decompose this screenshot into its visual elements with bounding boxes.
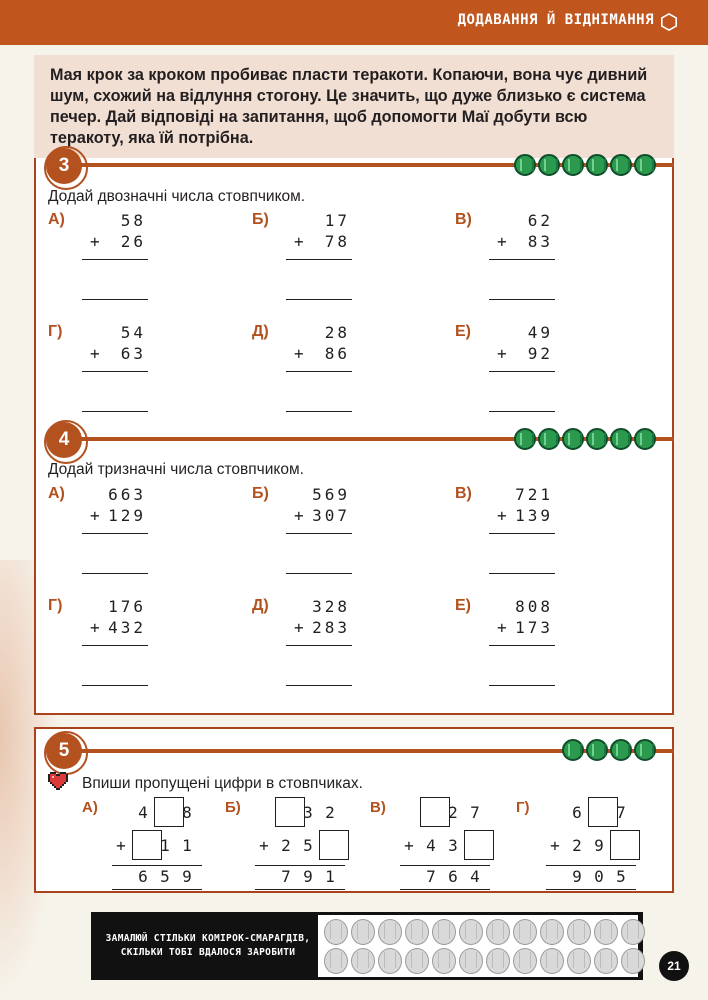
bottom-number <box>544 830 632 860</box>
tracker-line-2: СКІЛЬКИ ТОБІ ВДАЛОСЯ ЗАРОБИТИ <box>120 947 296 958</box>
emerald-cell[interactable] <box>540 948 564 974</box>
emerald-cell[interactable] <box>405 948 429 974</box>
emerald-icon <box>562 739 584 761</box>
addition-problem <box>48 323 188 423</box>
addend-bottom: 26 <box>120 232 146 251</box>
addend-bottom: 283 <box>312 618 350 637</box>
addend-bottom: 139 <box>515 506 553 525</box>
addition-problem <box>455 323 595 423</box>
digit: 4 <box>138 802 148 822</box>
digit: 6 <box>448 867 458 886</box>
digit: 1 <box>160 835 170 855</box>
emerald-icon <box>586 739 608 761</box>
emerald-cell[interactable] <box>324 919 348 945</box>
answer-line[interactable] <box>82 685 148 686</box>
page-header <box>0 0 708 45</box>
emerald-cell[interactable] <box>513 919 537 945</box>
sum-line <box>489 371 555 372</box>
page-number: 21 <box>659 951 689 981</box>
emerald-cells <box>318 915 638 977</box>
addition-problem <box>455 485 595 585</box>
section-5-badge: 5 <box>46 733 82 769</box>
plus-sign: + <box>497 344 510 363</box>
top-number <box>253 797 341 827</box>
sum-line <box>286 533 352 534</box>
emerald-cell[interactable] <box>378 948 402 974</box>
problem-label: В) <box>370 799 386 816</box>
sum-line <box>112 865 202 866</box>
addend-top: 569 <box>312 485 350 504</box>
sum-line <box>255 865 345 866</box>
addend-top: 28 <box>324 323 350 342</box>
plus-sign: + <box>294 618 307 637</box>
plus-sign: + <box>497 618 510 637</box>
sum-line <box>489 259 555 260</box>
section-4-badge: 4 <box>46 422 82 458</box>
plus-sign: + <box>294 506 307 525</box>
emerald-icon <box>610 428 632 450</box>
problem-label: Б) <box>225 799 241 816</box>
emerald-icon <box>538 428 560 450</box>
tracker-line-1: ЗАМАЛЮЙ СТІЛЬКИ КОМІРОК-СМАРАГДІВ, <box>105 933 311 944</box>
digit: 1 <box>325 867 335 886</box>
emerald-cell[interactable] <box>486 919 510 945</box>
sum-line <box>489 533 555 534</box>
plus-sign: + <box>90 232 103 251</box>
result-underline <box>112 889 202 890</box>
plus-sign: + <box>90 344 103 363</box>
emerald-cell[interactable] <box>567 948 591 974</box>
emerald-tracker-instruction <box>99 932 317 960</box>
emerald-cell[interactable] <box>324 948 348 974</box>
plus-sign: + <box>294 344 307 363</box>
emerald-icon <box>514 154 536 176</box>
digit: 0 <box>594 867 604 886</box>
missing-digit-problem <box>82 797 232 897</box>
addition-problem <box>252 323 392 423</box>
digit: 7 <box>281 867 291 886</box>
addend-top: 49 <box>527 323 553 342</box>
digit: 9 <box>303 867 313 886</box>
digit: 2 <box>572 835 582 855</box>
addend-top: 58 <box>120 211 146 230</box>
digit: 9 <box>572 867 582 886</box>
emerald-cell[interactable] <box>594 948 618 974</box>
addend-bottom: 86 <box>324 344 350 363</box>
digit: 4 <box>470 867 480 886</box>
plus-sign: + <box>90 506 103 525</box>
addition-problem <box>252 211 392 311</box>
plus-sign: + <box>116 835 126 855</box>
result-number <box>253 867 341 886</box>
section-3-gems <box>514 154 656 176</box>
addend-bottom: 129 <box>108 506 146 525</box>
emerald-icon <box>634 739 656 761</box>
addend-bottom: 63 <box>120 344 146 363</box>
digit: 6 <box>138 867 148 886</box>
plus-sign: + <box>497 506 510 525</box>
hexagon-icon <box>660 13 678 31</box>
plus-sign: + <box>90 618 103 637</box>
addend-bottom: 173 <box>515 618 553 637</box>
addend-bottom: 307 <box>312 506 350 525</box>
emerald-cell[interactable] <box>486 948 510 974</box>
answer-line[interactable] <box>489 573 555 574</box>
addend-top: 808 <box>515 597 553 616</box>
addend-top: 328 <box>312 597 350 616</box>
digit: 2 <box>325 802 335 822</box>
emerald-icon <box>634 154 656 176</box>
digit: 7 <box>616 802 626 822</box>
emerald-icon <box>562 154 584 176</box>
digit: 5 <box>616 867 626 886</box>
addend-bottom: 83 <box>527 232 553 251</box>
problem-label: Е) <box>455 597 471 614</box>
answer-line[interactable] <box>82 299 148 300</box>
addend-bottom: 78 <box>324 232 350 251</box>
problem-label: Г) <box>48 323 63 340</box>
bottom-number <box>398 830 486 860</box>
problem-label: Д) <box>252 323 269 340</box>
digit: 3 <box>303 802 313 822</box>
plus-sign: + <box>404 835 414 855</box>
section-3-badge: 3 <box>46 148 82 184</box>
problem-label: А) <box>48 485 65 502</box>
sum-line <box>82 645 148 646</box>
answer-line[interactable] <box>286 573 352 574</box>
bottom-number <box>253 830 341 860</box>
problem-label: Б) <box>252 485 269 502</box>
addend-top: 17 <box>324 211 350 230</box>
missing-digit-problem <box>370 797 520 897</box>
problem-label: В) <box>455 485 472 502</box>
problem-label: В) <box>455 211 472 228</box>
intro-box <box>34 55 674 158</box>
result-underline <box>546 889 636 890</box>
result-underline <box>400 889 490 890</box>
plus-sign: + <box>497 232 510 251</box>
emerald-cell[interactable] <box>351 948 375 974</box>
problem-label: А) <box>82 799 98 816</box>
digit-input-box[interactable] <box>610 830 640 860</box>
problem-label: Г) <box>48 597 63 614</box>
emerald-cell[interactable] <box>621 948 645 974</box>
plus-sign: + <box>294 232 307 251</box>
emerald-icon <box>586 428 608 450</box>
bottom-number <box>110 830 198 860</box>
sum-line <box>82 371 148 372</box>
answer-line[interactable] <box>82 573 148 574</box>
emerald-icon <box>634 428 656 450</box>
addition-problem <box>252 485 392 585</box>
emerald-cell[interactable] <box>459 948 483 974</box>
section-5-gems <box>562 739 656 761</box>
section-5-instruction: Впиши пропущені цифри в стовпчиках. <box>82 775 363 792</box>
answer-line[interactable] <box>286 411 352 412</box>
addition-problem <box>48 485 188 585</box>
section-4-gems <box>514 428 656 450</box>
emerald-cell[interactable] <box>594 919 618 945</box>
emerald-cell[interactable] <box>405 919 429 945</box>
answer-line[interactable] <box>489 411 555 412</box>
answer-line[interactable] <box>489 299 555 300</box>
digit: 6 <box>572 802 582 822</box>
addend-bottom: 432 <box>108 618 146 637</box>
emerald-tracker <box>91 912 643 980</box>
sum-line <box>400 865 490 866</box>
emerald-icon <box>610 739 632 761</box>
problem-label: А) <box>48 211 65 228</box>
addend-top: 176 <box>108 597 146 616</box>
digit: 5 <box>160 867 170 886</box>
digit: 9 <box>594 835 604 855</box>
emerald-cell[interactable] <box>459 919 483 945</box>
result-number <box>398 867 486 886</box>
emerald-icon <box>514 428 536 450</box>
emerald-cell[interactable] <box>432 948 456 974</box>
addition-problem <box>252 597 392 697</box>
sum-line <box>286 645 352 646</box>
plus-sign: + <box>259 835 269 855</box>
addition-problem <box>48 597 188 697</box>
result-number <box>110 867 198 886</box>
emerald-cell[interactable] <box>432 919 456 945</box>
section-3-instruction: Додай двозначні числа стовпчиком. <box>48 188 306 205</box>
digit: 3 <box>448 835 458 855</box>
missing-digit-problem <box>225 797 375 897</box>
sum-line <box>286 259 352 260</box>
digit: 2 <box>448 802 458 822</box>
emerald-icon <box>562 428 584 450</box>
addend-top: 721 <box>515 485 553 504</box>
emerald-cell[interactable] <box>351 919 375 945</box>
sum-line <box>82 259 148 260</box>
emerald-cell[interactable] <box>621 919 645 945</box>
digit: 4 <box>426 835 436 855</box>
digit: 9 <box>182 867 192 886</box>
answer-line[interactable] <box>82 411 148 412</box>
emerald-cell[interactable] <box>540 919 564 945</box>
missing-digit-problem <box>516 797 666 897</box>
section-4-instruction: Додай тризначні числа стовпчиком. <box>48 461 304 478</box>
sum-line <box>286 371 352 372</box>
sum-line <box>489 645 555 646</box>
answer-line[interactable] <box>286 299 352 300</box>
problem-label: Е) <box>455 323 471 340</box>
answer-line[interactable] <box>489 685 555 686</box>
addend-top: 54 <box>120 323 146 342</box>
emerald-cell[interactable] <box>378 919 402 945</box>
top-number <box>544 797 632 827</box>
digit: 7 <box>426 867 436 886</box>
addend-bottom: 92 <box>527 344 553 363</box>
digit-input-box[interactable] <box>464 830 494 860</box>
plus-sign: + <box>550 835 560 855</box>
emerald-icon <box>538 154 560 176</box>
result-underline <box>255 889 345 890</box>
result-number <box>544 867 632 886</box>
digit: 2 <box>281 835 291 855</box>
digit: 7 <box>470 802 480 822</box>
header-title: ДОДАВАННЯ Й ВІДНІМАННЯ <box>457 12 654 28</box>
top-number <box>110 797 198 827</box>
emerald-icon <box>586 154 608 176</box>
intro-text: Мая крок за кроком пробиває пласти теракоти. Копаючи, вона чує дивний шум, схожий на відлуння стогону. Це значить, що дуже близько є система печер. Дай відповіді на запитання, щоб допомогти Маї добути всю теракоту, яка їй потрібна. <box>50 66 648 147</box>
sum-line <box>546 865 636 866</box>
top-number <box>398 797 486 827</box>
problem-label: Д) <box>252 597 269 614</box>
addition-problem <box>455 597 595 697</box>
problem-label: Б) <box>252 211 269 228</box>
emerald-cell[interactable] <box>513 948 537 974</box>
digit-input-box[interactable] <box>319 830 349 860</box>
addition-problem <box>455 211 595 311</box>
digit: 8 <box>182 802 192 822</box>
problem-label: Г) <box>516 799 530 816</box>
digit: 1 <box>182 835 192 855</box>
sum-line <box>82 533 148 534</box>
heart-icon <box>48 772 68 790</box>
emerald-cell[interactable] <box>567 919 591 945</box>
digit: 5 <box>303 835 313 855</box>
emerald-icon <box>610 154 632 176</box>
addition-problem <box>48 211 188 311</box>
addend-top: 62 <box>527 211 553 230</box>
addend-top: 663 <box>108 485 146 504</box>
answer-line[interactable] <box>286 685 352 686</box>
